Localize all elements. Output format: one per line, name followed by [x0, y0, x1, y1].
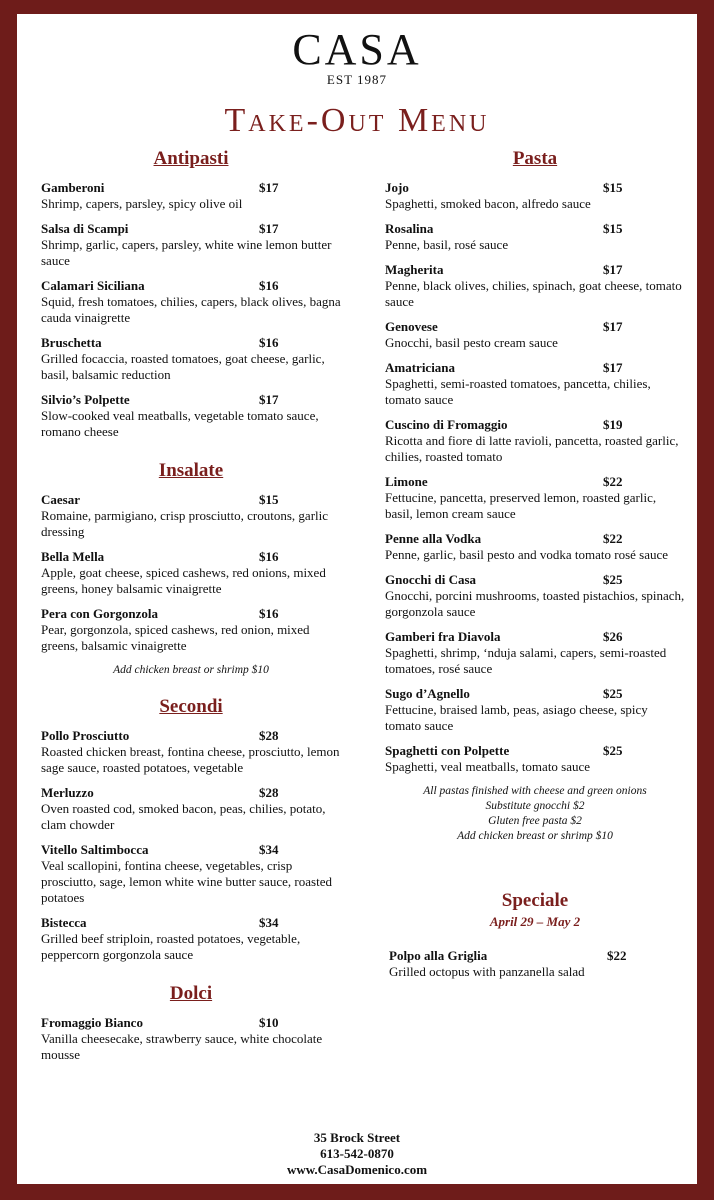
- pasta-note: Substitute gnocchi $2: [485, 800, 585, 812]
- item-description: Squid, fresh tomatoes, chilies, capers, black olives, bagna cauda vinaigrette: [41, 294, 341, 325]
- item-name: Magherita: [385, 262, 444, 277]
- pasta-list: [385, 180, 685, 775]
- item-name: Sugo d’Agnello: [385, 686, 470, 701]
- menu-item: [385, 572, 685, 620]
- footer-address: 35 Brock Street: [313, 1130, 401, 1145]
- item-price: $17: [259, 221, 279, 236]
- item-price: $25: [603, 743, 623, 758]
- item-name: Calamari Siciliana: [41, 278, 145, 293]
- pasta-note: All pastas finished with cheese and green onions: [423, 785, 647, 797]
- menu-item: [41, 728, 341, 776]
- item-description: Penne, black olives, chilies, spinach, goat cheese, tomato sauce: [385, 278, 682, 309]
- section-title-antipasti: Antipasti: [153, 148, 229, 169]
- item-price: $22: [607, 948, 627, 963]
- item-price: $17: [259, 180, 279, 195]
- left-column: [41, 148, 341, 1072]
- item-description: Spaghetti, smoked bacon, alfredo sauce: [385, 196, 591, 211]
- section-title-speciale: Speciale: [501, 890, 569, 911]
- item-price: $17: [603, 360, 623, 375]
- footer-phone: 613-542-0870: [320, 1146, 394, 1161]
- item-price: $28: [259, 785, 279, 800]
- footer-contact: [17, 1130, 697, 1178]
- item-price: $25: [603, 686, 623, 701]
- menu-item: [41, 221, 341, 269]
- menu-item: [41, 392, 341, 440]
- item-price: $22: [603, 474, 623, 489]
- item-price: $34: [259, 842, 279, 857]
- item-price: $15: [603, 180, 623, 195]
- item-name: Rosalina: [385, 221, 434, 236]
- menu-item: [385, 629, 685, 677]
- right-column: [385, 148, 685, 989]
- item-name: Gnocchi di Casa: [385, 572, 477, 587]
- item-price: $25: [603, 572, 623, 587]
- item-description: Fettucine, pancetta, preserved lemon, roasted garlic, basil, lemon cream sauce: [385, 490, 657, 521]
- item-name: Cuscino di Fromaggio: [385, 417, 508, 432]
- item-price: $28: [259, 728, 279, 743]
- item-description: Grilled octopus with panzanella salad: [389, 964, 585, 979]
- item-description: Pear, gorgonzola, spiced cashews, red onion, mixed greens, balsamic vinaigrette: [41, 622, 310, 653]
- item-name: Polpo alla Griglia: [389, 948, 488, 963]
- menu-item: [385, 417, 685, 465]
- item-description: Veal scallopini, fontina cheese, vegetables, crisp prosciutto, sage, lemon white wine butter sauce, roasted potatoes: [41, 858, 332, 905]
- item-name: Pera con Gorgonzola: [41, 606, 158, 621]
- menu-item: [41, 785, 341, 833]
- item-name: Bella Mella: [41, 549, 105, 564]
- menu-item: [389, 948, 685, 980]
- menu-page: [17, 14, 697, 1184]
- established-year: EST 1987: [326, 72, 388, 87]
- footer-website: www.CasaDomenico.com: [286, 1162, 428, 1177]
- menu-item: [41, 606, 341, 654]
- menu-item: [385, 262, 685, 310]
- section-title-secondi: Secondi: [159, 696, 223, 717]
- menu-item: [41, 180, 341, 212]
- item-name: Fromaggio Bianco: [41, 1015, 143, 1030]
- item-description: Gnocchi, basil pesto cream sauce: [385, 335, 558, 350]
- item-description: Grilled focaccia, roasted tomatoes, goat cheese, garlic, basil, balsamic reduction: [41, 351, 325, 382]
- menu-item: [385, 360, 685, 408]
- speciale-list: [385, 948, 685, 980]
- item-name: Limone: [385, 474, 428, 489]
- item-description: Gnocchi, porcini mushrooms, toasted pistachios, spinach, gorgonzola sauce: [385, 588, 685, 619]
- item-price: $10: [259, 1015, 279, 1030]
- item-description: Penne, basil, rosé sauce: [385, 237, 509, 252]
- item-price: $16: [259, 335, 279, 350]
- item-name: Penne alla Vodka: [385, 531, 482, 546]
- antipasti-list: [41, 180, 341, 440]
- menu-item: [41, 492, 341, 540]
- pasta-note: Gluten free pasta $2: [488, 815, 582, 827]
- item-price: $15: [259, 492, 279, 507]
- item-name: Salsa di Scampi: [41, 221, 129, 236]
- item-price: $17: [603, 262, 623, 277]
- menu-item: [41, 549, 341, 597]
- item-name: Gamberi fra Diavola: [385, 629, 501, 644]
- item-description: Shrimp, garlic, capers, parsley, white wine lemon butter sauce: [41, 237, 332, 268]
- section-title-insalate: Insalate: [158, 460, 224, 481]
- menu-item: [385, 531, 685, 563]
- item-description: Shrimp, capers, parsley, spicy olive oil: [41, 196, 243, 211]
- menu-item: [41, 842, 341, 906]
- item-price: $16: [259, 549, 279, 564]
- item-name: Bruschetta: [41, 335, 102, 350]
- item-description: Grilled beef striploin, roasted potatoes, vegetable, peppercorn gorgonzola sauce: [41, 931, 301, 962]
- pasta-note: Add chicken breast or shrimp $10: [457, 830, 613, 842]
- item-price: $22: [603, 531, 623, 546]
- menu-item: [41, 278, 341, 326]
- menu-item: [41, 915, 341, 963]
- item-description: Apple, goat cheese, spiced cashews, red onions, mixed greens, honey balsamic vinaigrette: [41, 565, 326, 596]
- item-name: Caesar: [41, 492, 80, 507]
- menu-item: [41, 1015, 341, 1063]
- item-description: Roasted chicken breast, fontina cheese, prosciutto, lemon sage sauce, roasted potatoes, vegetable: [41, 744, 340, 775]
- item-description: Penne, garlic, basil pesto and vodka tomato rosé sauce: [385, 547, 669, 562]
- item-description: Romaine, parmigiano, crisp prosciutto, croutons, garlic dressing: [41, 508, 329, 539]
- item-description: Vanilla cheesecake, strawberry sauce, white chocolate mousse: [41, 1031, 323, 1062]
- item-description: Ricotta and fiore di latte ravioli, pancetta, roasted garlic, chilies, roasted tomato: [385, 433, 679, 464]
- menu-item: [385, 686, 685, 734]
- insalate-list: [41, 492, 341, 678]
- section-title-pasta: Pasta: [512, 148, 558, 169]
- item-description: Fettucine, braised lamb, peas, asiago cheese, spicy tomato sauce: [385, 702, 648, 733]
- menu-item: [41, 335, 341, 383]
- menu-item: [385, 180, 685, 212]
- item-name: Silvio’s Polpette: [41, 392, 130, 407]
- menu-item: [385, 474, 685, 522]
- item-description: Spaghetti, shrimp, ‘nduja salami, capers, semi-roasted tomatoes, rosé sauce: [385, 645, 667, 676]
- brand-name: CASA: [292, 25, 422, 74]
- item-price: $17: [259, 392, 279, 407]
- menu-title: Take-Out Menu: [224, 102, 490, 139]
- insalate-note: Add chicken breast or shrimp $10: [113, 664, 269, 676]
- section-title-dolci: Dolci: [169, 983, 213, 1004]
- item-description: Spaghetti, semi-roasted tomatoes, pancetta, chilies, tomato sauce: [385, 376, 651, 407]
- dolci-list: [41, 1015, 341, 1063]
- item-name: Pollo Prosciutto: [41, 728, 130, 743]
- item-name: Vitello Saltimbocca: [41, 842, 149, 857]
- item-name: Bistecca: [41, 915, 87, 930]
- pasta-notes: [385, 784, 685, 844]
- item-price: $19: [603, 417, 623, 432]
- item-description: Spaghetti, veal meatballs, tomato sauce: [385, 759, 591, 774]
- item-name: Gamberoni: [41, 180, 105, 195]
- item-name: Jojo: [385, 180, 409, 195]
- menu-item: [385, 221, 685, 253]
- item-price: $26: [603, 629, 623, 644]
- menu-item: [385, 319, 685, 351]
- item-price: $34: [259, 915, 279, 930]
- item-name: Spaghetti con Polpette: [385, 743, 510, 758]
- menu-item: [385, 743, 685, 775]
- item-name: Amatriciana: [385, 360, 456, 375]
- item-price: $17: [603, 319, 623, 334]
- item-description: Slow-cooked veal meatballs, vegetable tomato sauce, romano cheese: [41, 408, 319, 439]
- secondi-list: [41, 728, 341, 963]
- item-price: $15: [603, 221, 623, 236]
- item-price: $16: [259, 606, 279, 621]
- item-name: Genovese: [385, 319, 438, 334]
- item-name: Merluzzo: [41, 785, 94, 800]
- item-description: Oven roasted cod, smoked bacon, peas, chilies, potato, clam chowder: [41, 801, 326, 832]
- item-price: $16: [259, 278, 279, 293]
- speciale-date: April 29 – May 2: [489, 914, 581, 929]
